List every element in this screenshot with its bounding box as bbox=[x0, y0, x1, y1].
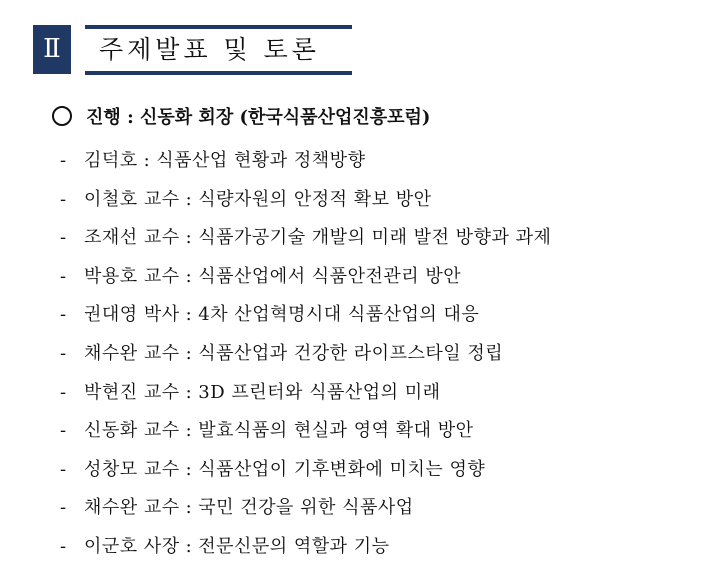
separator: : bbox=[185, 535, 193, 557]
separator: : bbox=[185, 342, 193, 364]
list-item bbox=[60, 258, 551, 297]
dash-bullet: - bbox=[60, 227, 67, 249]
talk-topic: 식품산업이 기후변화에 미치는 영향 bbox=[198, 458, 486, 480]
presentation-list bbox=[60, 142, 551, 567]
dash-bullet: - bbox=[60, 265, 67, 287]
speaker-name: 권대영 박사 bbox=[84, 304, 180, 326]
list-item bbox=[60, 528, 551, 567]
talk-topic: 4차 산업혁명시대 식품산업의 대응 bbox=[198, 304, 480, 326]
moderator-org: (한국식품산업진흥포럼) bbox=[239, 107, 431, 128]
talk-topic: 식품산업 현황과 정책방향 bbox=[156, 150, 366, 171]
talk-topic: 3D 프린터와 식품산업의 미래 bbox=[198, 381, 441, 403]
separator: : bbox=[185, 420, 193, 442]
list-item bbox=[60, 489, 551, 528]
moderator-name: 신동화 회장 bbox=[140, 107, 234, 128]
separator: : bbox=[185, 458, 193, 480]
dash-bullet: - bbox=[60, 420, 67, 442]
section-header bbox=[33, 25, 353, 77]
section-title: 주제발표 및 토론 bbox=[99, 35, 320, 64]
moderator-label: 진행 bbox=[86, 107, 121, 128]
speaker-name: 이철호 교수 bbox=[84, 188, 180, 210]
speaker-name: 박용호 교수 bbox=[84, 265, 180, 287]
talk-topic: 전문신문의 역할과 기능 bbox=[198, 535, 390, 557]
list-item bbox=[60, 412, 551, 451]
list-item bbox=[60, 374, 551, 413]
moderator-line bbox=[52, 104, 430, 132]
circle-bullet-icon bbox=[52, 106, 72, 126]
speaker-name: 성창모 교수 bbox=[84, 458, 180, 480]
list-item bbox=[60, 181, 551, 220]
separator: : bbox=[185, 265, 193, 287]
speaker-name: 이군호 사장 bbox=[84, 535, 180, 557]
speaker-name: 조재선 교수 bbox=[84, 227, 180, 249]
separator: : bbox=[143, 150, 151, 171]
separator: : bbox=[185, 188, 193, 210]
talk-topic: 국민 건강을 위한 식품사업 bbox=[198, 497, 414, 519]
talk-topic: 식량자원의 안정적 확보 방안 bbox=[198, 188, 432, 210]
list-item bbox=[60, 296, 551, 335]
speaker-name: 신동화 교수 bbox=[84, 420, 180, 442]
dash-bullet: - bbox=[60, 458, 67, 480]
speaker-name: 박현진 교수 bbox=[84, 381, 180, 403]
speaker-name: 김덕호 bbox=[84, 150, 138, 171]
talk-topic: 식품산업에서 식품안전관리 방안 bbox=[198, 265, 462, 287]
list-item bbox=[60, 219, 551, 258]
dash-bullet: - bbox=[60, 497, 67, 519]
talk-topic: 식품산업과 건강한 라이프스타일 정립 bbox=[198, 342, 504, 364]
dash-bullet: - bbox=[60, 381, 67, 403]
title-rule-top bbox=[85, 25, 352, 29]
list-item bbox=[60, 335, 551, 374]
separator: : bbox=[185, 381, 193, 403]
title-rule-bottom bbox=[85, 71, 352, 75]
dash-bullet: - bbox=[60, 304, 67, 326]
speaker-name: 채수완 교수 bbox=[84, 342, 180, 364]
list-item bbox=[60, 451, 551, 490]
dash-bullet: - bbox=[60, 188, 67, 210]
section-numeral: Ⅱ bbox=[33, 25, 71, 74]
moderator-separator: : bbox=[127, 107, 134, 128]
list-item bbox=[60, 142, 551, 181]
speaker-name: 채수완 교수 bbox=[84, 497, 180, 519]
separator: : bbox=[185, 304, 193, 326]
dash-bullet: - bbox=[60, 535, 67, 557]
separator: : bbox=[185, 497, 193, 519]
dash-bullet: - bbox=[60, 342, 67, 364]
talk-topic: 식품가공기술 개발의 미래 발전 방향과 과제 bbox=[198, 227, 552, 249]
talk-topic: 발효식품의 현실과 영역 확대 방안 bbox=[198, 420, 474, 442]
dash-bullet: - bbox=[60, 150, 67, 171]
separator: : bbox=[185, 227, 193, 249]
